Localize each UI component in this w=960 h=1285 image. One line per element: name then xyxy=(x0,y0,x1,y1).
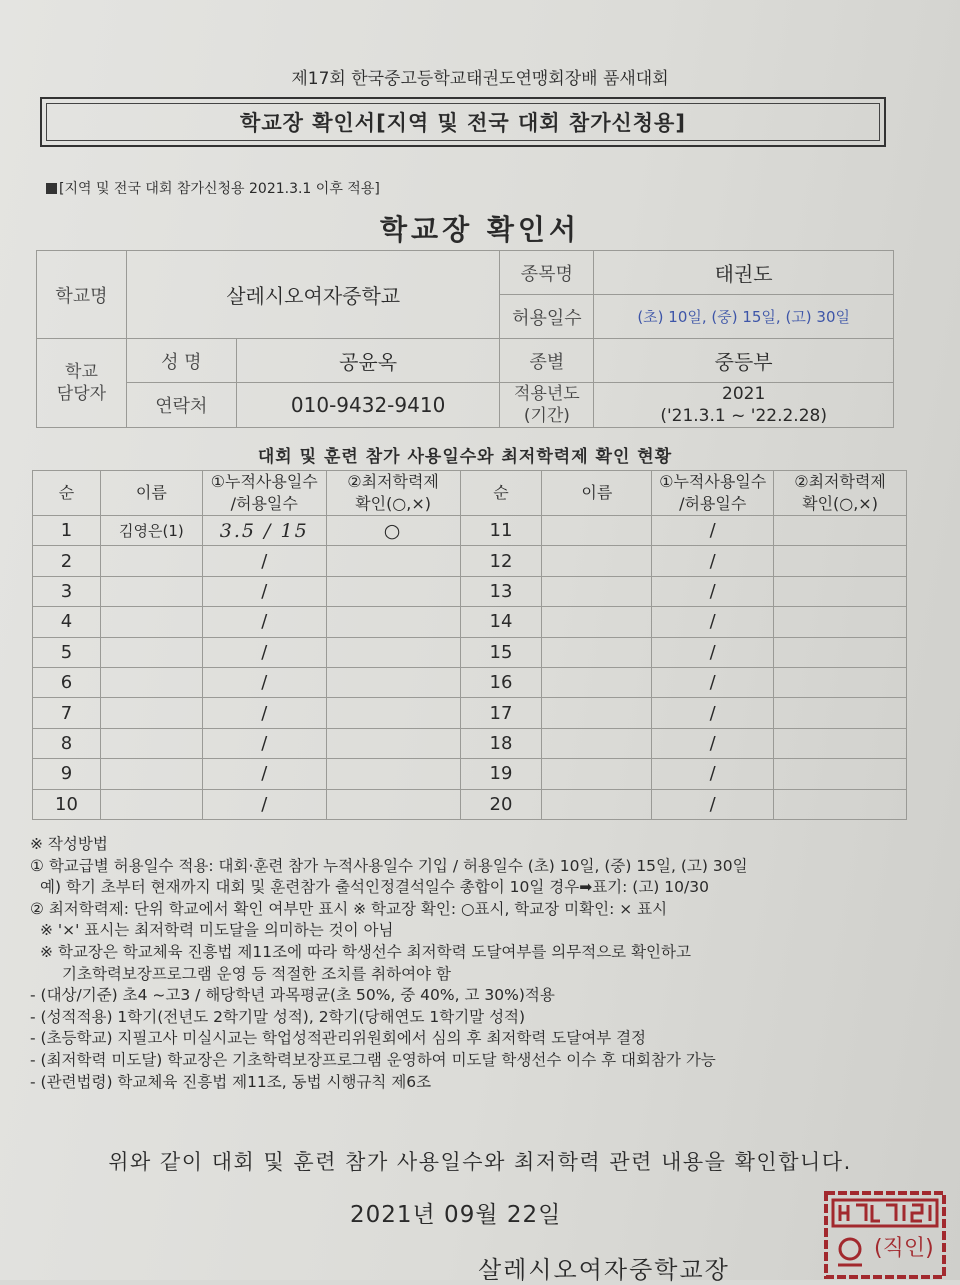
days-used: / xyxy=(202,698,326,728)
days-used: / xyxy=(202,789,326,819)
main-title-box xyxy=(40,97,886,147)
note-line: 기초학력보장프로그램 운영 등 적절한 조치를 취하여야 함 xyxy=(62,964,451,983)
minimum-grade-check xyxy=(774,698,907,728)
student-name xyxy=(100,789,202,819)
minimum-grade-check xyxy=(774,789,907,819)
days-used: / xyxy=(652,607,774,637)
student-name xyxy=(542,759,652,789)
row-number: 13 xyxy=(460,576,542,606)
header-check-line1: ②최저학력제 xyxy=(794,472,886,491)
minimum-grade-check xyxy=(774,576,907,606)
note-line: 예) 학기 초부터 현재까지 대회 및 훈련참가 출석인정결석일수 총합이 10일 경우➡표기: (고) 10/30 xyxy=(40,878,709,897)
table-row xyxy=(33,607,907,637)
minimum-grade-check xyxy=(326,546,460,576)
confirmation-statement: 위와 같이 대회 및 훈련 참가 사용일수와 최저학력 관련 내용을 확인합니다. xyxy=(108,1150,852,1174)
header-name: 이름 xyxy=(542,471,652,516)
days-used: / xyxy=(202,728,326,758)
row-number: 10 xyxy=(33,789,101,819)
days-used: / xyxy=(202,637,326,667)
minimum-grade-check xyxy=(774,607,907,637)
form-note-text: [지역 및 전국 대회 참가신청용 2021.3.1 이후 적용] xyxy=(59,181,380,197)
minimum-grade-check xyxy=(326,576,460,606)
days-used: / xyxy=(652,728,774,758)
row-number: 18 xyxy=(460,728,542,758)
days-used: / xyxy=(652,637,774,667)
contact-value: 010-9432-9410 xyxy=(236,383,500,428)
header-days-line1: ①누적사용일수 xyxy=(659,472,767,491)
table-row xyxy=(33,516,907,546)
minimum-grade-check xyxy=(326,728,460,758)
minimum-grade-check xyxy=(774,728,907,758)
event-title: 제17회 한국중고등학교태권도연맹회장배 품새대회 xyxy=(291,69,669,89)
row-number: 11 xyxy=(460,516,542,546)
note-line: - (최저학력 미도달) 학교장은 기초학력보장프로그램 운영하여 미도달 학생선수 이수 후 대회참가 가능 xyxy=(30,1050,716,1069)
note-line: - (관련법령) 학교체육 진흥법 제11조, 동법 시행규칙 제6조 xyxy=(30,1072,432,1091)
student-name xyxy=(100,667,202,697)
days-used: / xyxy=(202,759,326,789)
note-line: ※ '×' 표시는 최저학력 미도달을 의미하는 것이 아님 xyxy=(40,921,394,940)
header-check-line2: 확인(○,×) xyxy=(355,494,432,513)
days-used: / xyxy=(652,698,774,728)
student-name xyxy=(100,637,202,667)
main-title: 학교장 확인서[지역 및 전국 대회 참가신청용] xyxy=(46,103,880,141)
table-row xyxy=(33,637,907,667)
form-note xyxy=(46,178,380,198)
row-number: 5 xyxy=(33,637,101,667)
note-line: ※ 학교장은 학교체육 진흥법 제11조에 따라 학생선수 최저학력 도달여부를 의무적으로 확인하고 xyxy=(40,942,691,961)
minimum-grade-check xyxy=(774,759,907,789)
allowed-days-label: 허용일수 xyxy=(500,295,594,339)
note-line: ① 학교급별 허용일수 적용: 대회·훈련 참가 누적사용일수 기입 / 허용일수 (초) 10일, (중) 15일, (고) 30일 xyxy=(30,856,748,875)
table-row xyxy=(33,698,907,728)
student-name xyxy=(542,667,652,697)
minimum-grade-check xyxy=(774,546,907,576)
header-days xyxy=(202,471,326,516)
row-number: 14 xyxy=(460,607,542,637)
staff-label-line1: 학교 xyxy=(65,362,98,382)
row-number: 17 xyxy=(460,698,542,728)
student-name xyxy=(542,728,652,758)
note-line: - (대상/기준) 초4 ~고3 / 해당학년 과목평균(초 50%, 중 40%, 고 30%)적용 xyxy=(30,986,555,1005)
year-label-line1: 적용년도 xyxy=(514,384,580,404)
days-used: 3.5 / 15 xyxy=(202,516,326,546)
school-value: 살레시오여자중학교 xyxy=(126,251,500,339)
year-value-line2: ('21.3.1 ~ '22.2.28) xyxy=(660,406,827,426)
student-name xyxy=(100,576,202,606)
event-label: 종목명 xyxy=(500,251,594,295)
minimum-grade-check xyxy=(774,667,907,697)
principal-signature-line: 살레시오여자중학교장 xyxy=(478,1256,730,1284)
row-number: 9 xyxy=(33,759,101,789)
header-no: 순 xyxy=(460,471,542,516)
name-value: 공윤옥 xyxy=(236,339,500,383)
table-header-row xyxy=(33,471,907,516)
student-name xyxy=(100,607,202,637)
issue-date: 2021년 09월 22일 xyxy=(350,1202,562,1228)
minimum-grade-check xyxy=(326,789,460,819)
student-name xyxy=(542,607,652,637)
student-name xyxy=(542,576,652,606)
days-used: / xyxy=(652,516,774,546)
note-line: ※ 작성방법 xyxy=(30,835,108,853)
year-label-line2: (기간) xyxy=(523,406,570,426)
student-name xyxy=(542,698,652,728)
name-label: 성 명 xyxy=(126,339,236,383)
student-name xyxy=(542,516,652,546)
table-row xyxy=(33,546,907,576)
days-used: / xyxy=(202,667,326,697)
minimum-grade-check xyxy=(326,759,460,789)
student-name: 김영은(1) xyxy=(100,516,202,546)
contact-label: 연락처 xyxy=(126,383,236,428)
note-line: - (초등학교) 지필고사 미실시교는 학업성적관리위원회에서 심의 후 최저학력 도달여부 결정 xyxy=(30,1029,647,1048)
minimum-grade-check xyxy=(326,667,460,697)
student-name xyxy=(542,789,652,819)
days-used: / xyxy=(652,667,774,697)
year-value-line1: 2021 xyxy=(722,384,766,404)
year-value xyxy=(594,383,894,428)
minimum-grade-check xyxy=(326,637,460,667)
seal-label: (직인) xyxy=(874,1236,934,1261)
header-days-line1: ①누적사용일수 xyxy=(210,472,318,491)
minimum-grade-check xyxy=(326,698,460,728)
header-no: 순 xyxy=(33,471,101,516)
student-name xyxy=(542,637,652,667)
square-bullet-icon xyxy=(46,183,57,194)
official-seal xyxy=(820,1183,950,1280)
header-days-line2: /허용일수 xyxy=(230,494,298,513)
days-used: / xyxy=(652,789,774,819)
row-number: 6 xyxy=(33,667,101,697)
staff-label xyxy=(37,339,127,428)
days-used: / xyxy=(652,576,774,606)
days-used: / xyxy=(652,546,774,576)
days-used: / xyxy=(202,576,326,606)
table-row xyxy=(33,576,907,606)
row-number: 1 xyxy=(33,516,101,546)
row-number: 2 xyxy=(33,546,101,576)
student-name xyxy=(100,759,202,789)
student-name xyxy=(100,546,202,576)
usage-table xyxy=(32,470,907,820)
note-line: ② 최저학력제: 단위 학교에서 확인 여부만 표시 ※ 학교장 확인: ○표시, 학교장 미확인: × 표시 xyxy=(30,899,668,918)
header-check-line2: 확인(○,×) xyxy=(802,494,878,513)
category-value: 중등부 xyxy=(594,339,894,383)
row-number: 12 xyxy=(460,546,542,576)
header-check-line1: ②최저학력제 xyxy=(347,472,439,491)
row-number: 16 xyxy=(460,667,542,697)
days-used: / xyxy=(202,546,326,576)
minimum-grade-check xyxy=(774,516,907,546)
student-name xyxy=(542,546,652,576)
header-check xyxy=(774,471,907,516)
row-number: 4 xyxy=(33,607,101,637)
row-number: 20 xyxy=(460,789,542,819)
row-number: 3 xyxy=(33,576,101,606)
table-row xyxy=(33,667,907,697)
note-line: - (성적적용) 1학기(전년도 2학기말 성적), 2학기(당해연도 1학기말 성적) xyxy=(30,1007,526,1026)
writing-instructions xyxy=(30,834,930,1093)
category-label: 종별 xyxy=(500,339,594,383)
minimum-grade-check xyxy=(326,607,460,637)
section-title: 대회 및 훈련 참가 사용일수와 최저학력제 확인 현황 xyxy=(257,447,673,467)
table-row xyxy=(33,789,907,819)
student-name xyxy=(100,698,202,728)
row-number: 8 xyxy=(33,728,101,758)
header-name: 이름 xyxy=(100,471,202,516)
school-label: 학교명 xyxy=(37,251,127,339)
days-used: / xyxy=(202,607,326,637)
event-value: 태권도 xyxy=(594,251,894,295)
minimum-grade-check: ○ xyxy=(326,516,460,546)
row-number: 19 xyxy=(460,759,542,789)
year-label xyxy=(500,383,594,428)
header-check xyxy=(326,471,460,516)
table-row xyxy=(33,759,907,789)
header-days xyxy=(652,471,774,516)
table-row xyxy=(33,728,907,758)
row-number: 7 xyxy=(33,698,101,728)
student-name xyxy=(100,728,202,758)
row-number: 15 xyxy=(460,637,542,667)
info-table xyxy=(36,250,894,428)
form-title: 학교장 확인서 xyxy=(379,213,581,246)
minimum-grade-check xyxy=(774,637,907,667)
staff-label-line2: 담당자 xyxy=(56,384,107,404)
header-days-line2: /허용일수 xyxy=(679,494,747,513)
allowed-days-value: (초) 10일, (중) 15일, (고) 30일 xyxy=(594,295,894,339)
days-used: / xyxy=(652,759,774,789)
